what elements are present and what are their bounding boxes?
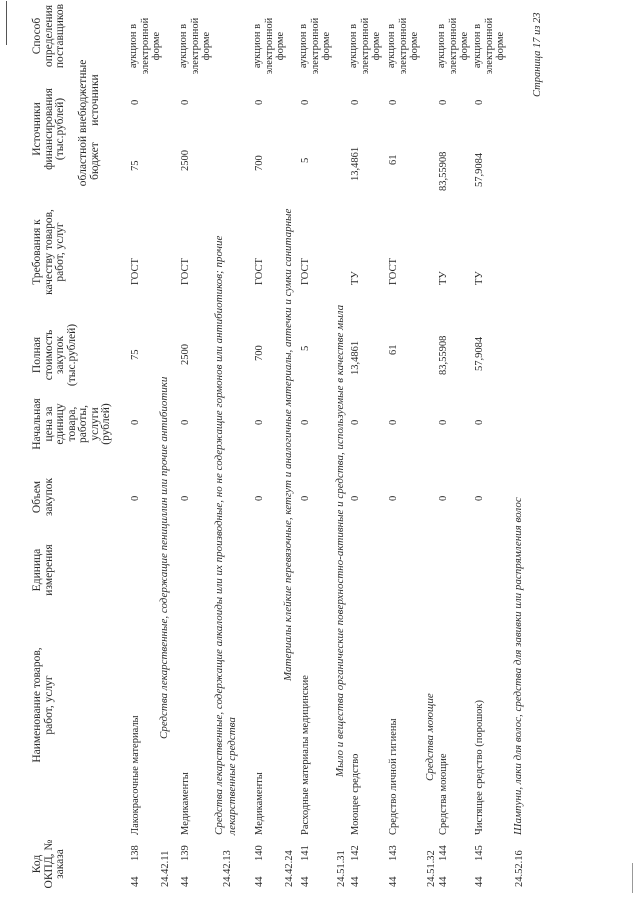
group-text: Средства лекарственные, содержащие алкалоиды или их производные, но не содержащие гормонов или антибиотиков; прочие лекарственные средства: [213, 235, 238, 835]
row-name: Чистящее средство (порошок): [474, 700, 485, 835]
header-code: Код ОКПД, № заказа: [31, 839, 66, 889]
group-text: Материалы клейкие перевязочные, кетгут и аналогичные материалы, аптечки и сумки санитарные: [282, 208, 294, 681]
row-external: 0: [180, 99, 191, 105]
edge-mark: [6, 1, 7, 45]
row-req: ТУ: [350, 271, 361, 285]
row-req: ГОСТ: [254, 258, 265, 285]
row-price: 0: [130, 419, 141, 425]
row-num: 44: [254, 876, 265, 887]
header-requirements: Требования к качеству товаров, работ, услуг: [31, 209, 66, 295]
row-name: Лакокрасочные материалы: [130, 715, 141, 835]
header-src-external: внебюджетные источники: [77, 59, 101, 133]
row-price: 0: [300, 419, 311, 425]
edge-mark: [632, 863, 633, 893]
row-price: 0: [438, 419, 449, 425]
row-num: 44: [388, 876, 399, 887]
row-method: аукцион в электронной форме: [298, 17, 332, 75]
group-text: Шампуни, лаки для волос, средства для завивки или распрямления волос: [512, 497, 524, 835]
row-price: 0: [254, 419, 265, 425]
row-external: 0: [474, 99, 485, 105]
group-code: 24.52.16: [514, 850, 525, 887]
row-budget: 2500: [180, 150, 191, 171]
row-cost: 61: [388, 344, 399, 355]
row-order: 139: [180, 845, 191, 861]
row-volume: 0: [180, 495, 191, 501]
row-budget: 13,4861: [350, 146, 361, 181]
group-code: 24.42.11: [160, 850, 171, 887]
row-cost: 5: [300, 345, 311, 351]
row-volume: 0: [130, 495, 141, 501]
row-order: 142: [350, 845, 361, 861]
row-price: 0: [350, 419, 361, 425]
row-external: 0: [254, 99, 265, 105]
row-req: ГОСТ: [300, 258, 311, 285]
row-budget: 75: [130, 160, 141, 171]
row-num: 44: [350, 876, 361, 887]
row-num: 44: [130, 876, 141, 887]
row-name: Медикаменты: [254, 772, 265, 835]
header-start-price: Начальная цена за единицу товара, работы, услуги (рублей): [31, 398, 112, 450]
group-text: Средства моющие: [424, 693, 436, 781]
row-external: 0: [350, 99, 361, 105]
header-unit: Единица измерения: [31, 544, 55, 596]
row-price: 0: [388, 419, 399, 425]
row-req: ГОСТ: [388, 258, 399, 285]
row-budget: 5: [300, 157, 311, 163]
header-volume: Объем закупок: [31, 477, 55, 517]
row-volume: 0: [300, 495, 311, 501]
row-budget: 57,9084: [474, 152, 485, 187]
row-external: 0: [300, 99, 311, 105]
row-num: 44: [180, 876, 191, 887]
header-full-cost: Полная стоимость закупок (тыс.рублей): [31, 323, 78, 387]
row-method: аукцион в электронной форме: [178, 17, 212, 75]
row-external: 0: [388, 99, 399, 105]
row-order: 141: [300, 845, 311, 861]
row-name: Медикаменты: [180, 772, 191, 835]
row-num: 44: [474, 876, 485, 887]
row-order: 145: [474, 845, 485, 861]
row-budget: 700: [254, 155, 265, 171]
row-method: аукцион в электронной форме: [436, 17, 470, 75]
row-order: 138: [130, 845, 141, 861]
row-budget: 61: [388, 154, 399, 165]
row-order: 144: [438, 845, 449, 861]
row-name: Расходные материалы медицинские: [300, 675, 311, 835]
row-cost: 2500: [180, 344, 191, 365]
row-req: ГОСТ: [130, 258, 141, 285]
header-method: Способ определения поставщиков: [31, 3, 66, 69]
row-method: аукцион в электронной форме: [252, 17, 286, 75]
header-src-budget: областной бюджет: [77, 135, 101, 187]
row-req: ТУ: [474, 271, 485, 285]
group-code: 24.51.31: [336, 850, 347, 887]
row-method: аукцион в электронной форме: [472, 17, 506, 75]
row-price: 0: [474, 419, 485, 425]
row-order: 140: [254, 845, 265, 861]
row-volume: 0: [474, 495, 485, 501]
group-code: 24.42.24: [284, 850, 295, 887]
row-order: 143: [388, 845, 399, 861]
row-req: ТУ: [438, 271, 449, 285]
row-volume: 0: [388, 495, 399, 501]
row-volume: 0: [438, 495, 449, 501]
row-num: 44: [438, 876, 449, 887]
group-text: Средства лекарственные, содержащие пенициллин или прочие антибиотики: [158, 376, 170, 739]
row-method: аукцион в электронной форме: [348, 17, 382, 75]
header-sources: Источники финансирования (тыс.рублей): [31, 88, 66, 170]
row-volume: 0: [350, 495, 361, 501]
row-cost: 57,9084: [474, 336, 485, 371]
row-external: 0: [130, 99, 141, 105]
row-budget: 83,55908: [438, 151, 449, 191]
row-name: Моющее средство: [350, 753, 361, 835]
header-name: Наименование товаров, работ, услуг: [31, 647, 55, 763]
row-req: ГОСТ: [180, 258, 191, 285]
row-num: 44: [300, 876, 311, 887]
row-method: аукцион в электронной форме: [386, 17, 420, 75]
row-volume: 0: [254, 495, 265, 501]
group-code: 24.51.32: [426, 850, 437, 887]
row-cost: 700: [254, 345, 265, 361]
row-name: Средство личной гигиены: [388, 718, 399, 835]
group-text: Мыло и вещества органические поверхностно-активные и средства, используемые в качестве мыла: [334, 304, 346, 777]
row-name: Средства моющие: [438, 753, 449, 835]
row-cost: 83,55908: [438, 335, 449, 375]
row-external: 0: [438, 99, 449, 105]
row-price: 0: [180, 419, 191, 425]
group-code: 24.42.13: [222, 850, 233, 887]
row-cost: 75: [130, 349, 141, 360]
page-number: Страница 17 из 23: [532, 12, 543, 97]
row-method: аукцион в электронной форме: [128, 17, 162, 75]
row-cost: 13,4861: [350, 340, 361, 375]
